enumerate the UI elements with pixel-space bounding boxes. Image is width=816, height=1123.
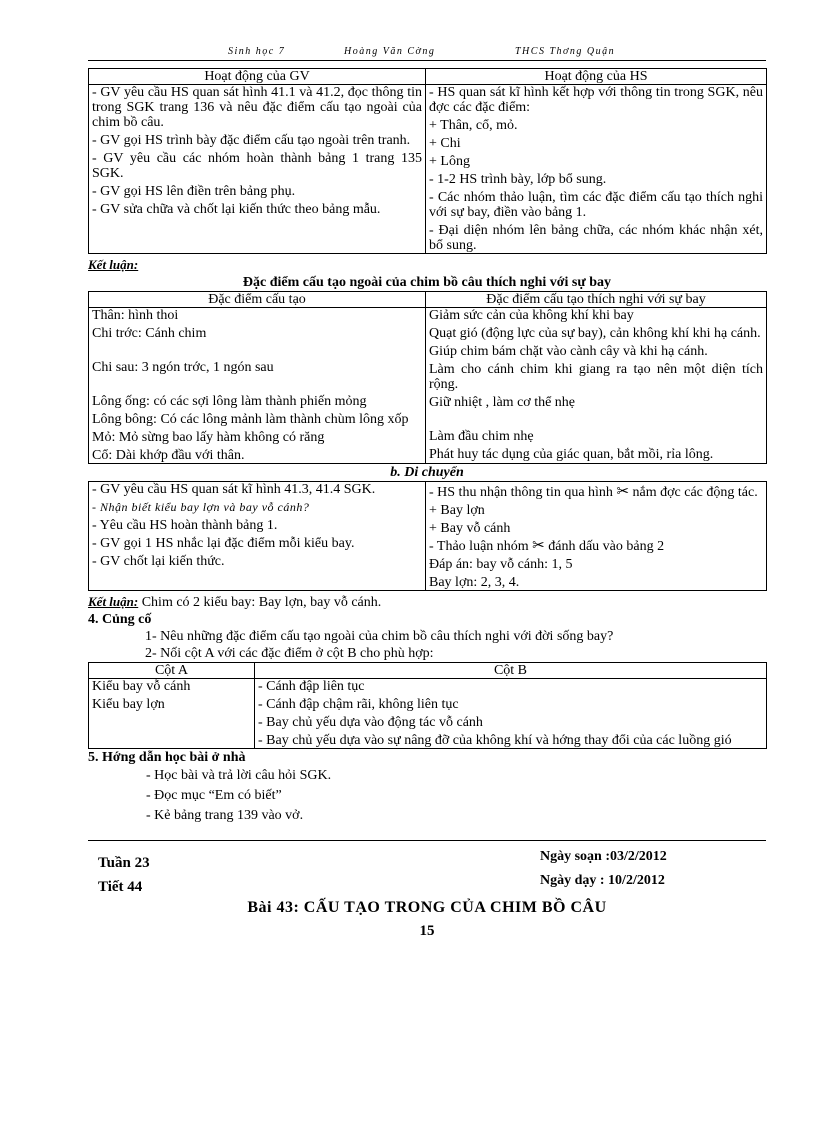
gv-item: - GV yêu cầu HS quan sát kĩ hình 41.3, 41.4 SGK. [92, 482, 376, 497]
header-school: THCS Thơng Quận [515, 46, 616, 57]
adaptation-col-a: Đặc điểm cấu tạo [89, 292, 426, 308]
features-cell [89, 308, 426, 464]
gv-activities [89, 85, 426, 254]
adaptation-item: Giữ nhiệt , làm cơ thể nhẹ [429, 395, 576, 410]
adaptation-table [88, 291, 767, 464]
adaptation-col-b: Đặc điểm cấu tạo thích nghi với sự bay [426, 292, 767, 308]
document-page [88, 46, 766, 939]
gv-item: - GV gọi HS lên điền trên bảng phụ. [92, 184, 296, 199]
period-label: Tiết 44 [98, 879, 143, 895]
hs-discuss-b: đánh dấu vào bảng 2 [548, 539, 665, 554]
adaptations-cell [426, 308, 767, 464]
hs-discuss-a: - Thảo luận nhóm [429, 539, 529, 554]
hs-item: + Lông [429, 154, 470, 169]
hs-item: - HS quan sát kĩ hình kết hợp với thông tin trong SGK, nêu đợc các đặc điểm: [429, 85, 763, 115]
column-a-header: Cột A [89, 663, 255, 679]
hs-line-1b: nắm đợc các động tác. [632, 485, 758, 500]
hs-item: - Các nhóm thảo luận, tìm các đặc điểm cấu tạo thích nghi với sự bay, điền vào bảng 1. [429, 190, 763, 220]
conclusion-1 [88, 257, 766, 274]
gv-item: - GV sửa chữa và chốt lại kiến thức theo bảng mẫu. [92, 202, 381, 217]
feature-item: Mỏ: Mỏ sừng bao lấy hàm không có răng [92, 430, 325, 445]
hs-item: + Bay lợn [429, 503, 485, 518]
column-b-header: Cột B [255, 663, 767, 679]
column-b-cell [255, 679, 767, 749]
hs-answer: Đáp án: bay vỗ cánh: 1, 5 [429, 557, 573, 572]
feature-item: Cổ: Dài khớp đầu với thân. [92, 448, 245, 463]
hs-item [429, 485, 763, 500]
homework-item: - Đọc mục “Em có biết” [146, 788, 282, 803]
hs-item [429, 539, 763, 554]
gv-item: - GV chốt lại kiến thức. [92, 554, 225, 569]
column-b-item: - Bay chủ yếu dựa vào sự nâng đỡ của không khí và hớng thay đổi của các luồng gió [258, 733, 732, 748]
section-5-title: 5. Hớng dẫn học bài ở nhà [88, 750, 246, 765]
gv-item: - GV yêu cầu HS quan sát hình 41.1 và 41.2, đọc thông tin trong SGK trang 136 và nêu đặc điểm cấu tạo ngoài của chim bồ câu. [92, 85, 422, 130]
feature-item: Lông ống: có các sợi lông làm thành phiến mỏng [92, 394, 367, 409]
adaptation-item: Làm cho cánh chim khi giang ra tạo nên một diện tích rộng. [429, 362, 763, 392]
table2-title: Đặc điểm cấu tạo ngoài của chim bồ câu thích nghi với sự bay [242, 275, 612, 290]
section-4-title: 4. Củng cố [88, 612, 152, 627]
adaptation-item: Giúp chim bám chặt vào cành cây và khi hạ cánh. [429, 344, 708, 359]
conclusion-text: Chim có 2 kiểu bay: Bay lợn, bay vỗ cánh. [138, 595, 382, 610]
gv-item: - Yêu cầu HS hoàn thành bảng 1. [92, 518, 278, 533]
homework-item: - Học bài và trả lời câu hỏi SGK. [146, 768, 332, 783]
header-author: Hoàng Văn Cờng [344, 46, 436, 57]
adaptation-item: Quạt gió (động lực của sự bay), cản không khí khi hạ cánh. [429, 326, 761, 341]
prep-date: Ngày soạn :03/2/2012 [540, 849, 667, 864]
column-a-cell [89, 679, 255, 749]
feature-item: Chi trớc: Cánh chim [92, 326, 207, 341]
gv-item: - GV gọi HS trình bày đặc điểm cấu tạo ngoài trên tranh. [92, 133, 411, 148]
gv-item: - GV gọi 1 HS nhắc lại đặc điểm mỗi kiểu bay. [92, 536, 355, 551]
column-a-item: Kiểu bay lợn [92, 697, 165, 712]
page-number: 15 [419, 923, 435, 939]
hs-movement-activities [426, 482, 767, 591]
teach-date: Ngày dạy : 10/2/2012 [540, 873, 665, 888]
header-subject: Sinh học 7 [228, 46, 286, 57]
conclusion-2 [88, 593, 766, 611]
review-question-2: 2- Nối cột A với các đặc điểm ở cột B cho phù hợp: [145, 646, 434, 661]
hs-item: - 1-2 HS trình bày, lớp bổ sung. [429, 172, 607, 187]
gv-movement-activities [89, 482, 426, 591]
activity-table-2 [88, 481, 767, 591]
week-label: Tuần 23 [98, 855, 150, 871]
adaptation-item: Giảm sức cản của không khí khi bay [429, 308, 634, 323]
column-b-item: - Cánh đập chậm rãi, không liên tục [258, 697, 459, 712]
section-b-title: b. Di chuyển [390, 465, 464, 480]
col-gv-header: Hoạt động của GV [89, 69, 426, 85]
column-a-item: Kiểu bay vỗ cánh [92, 679, 191, 694]
lesson-title: Bài 43: CẤU TẠO TRONG CỦA CHIM BỒ CÂU [247, 899, 607, 916]
running-header [88, 46, 766, 61]
conclusion-label: Kết luận: [88, 257, 139, 272]
matching-table [88, 662, 767, 749]
feature-item: Thân: hình thoi [92, 308, 179, 323]
column-b-item: - Bay chủ yếu dựa vào động tác vỗ cánh [258, 715, 483, 730]
hs-item: + Chi [429, 136, 461, 151]
hs-line-1a: - HS thu nhận thông tin qua hình [429, 485, 613, 500]
scissors-icon: ✂ [616, 484, 630, 500]
conclusion-label: Kết luận: [88, 594, 139, 609]
homework-item: - Kẻ bảng trang 139 vào vở. [146, 808, 304, 823]
hs-activities [426, 85, 767, 254]
feature-item: Chi sau: 3 ngón trớc, 1 ngón sau [92, 360, 274, 375]
hs-answer: Bay lợn: 2, 3, 4. [429, 575, 520, 590]
gv-question: - Nhận biết kiểu bay lợn và bay vỗ cánh? [92, 500, 310, 514]
gv-item: - GV yêu cầu các nhóm hoàn thành bảng 1 trang 135 SGK. [92, 151, 422, 181]
adaptation-item: Làm đầu chim nhẹ [429, 429, 534, 444]
next-lesson-block [88, 841, 766, 939]
hs-item: + Thân, cổ, mỏ. [429, 118, 518, 133]
column-b-item: - Cánh đập liên tục [258, 679, 365, 694]
activity-table-1 [88, 68, 767, 254]
review-question-1: 1- Nêu những đặc điểm cấu tạo ngoài của chim bồ câu thích nghi với đời sống bay? [145, 629, 614, 644]
col-hs-header: Hoạt động của HS [426, 69, 767, 85]
adaptation-item: Phát huy tác dụng của giác quan, bắt mồi, rỉa lông. [429, 447, 714, 462]
scissors-icon: ✂ [532, 538, 545, 554]
hs-item: + Bay vỗ cánh [429, 521, 511, 536]
hs-item: - Đại diện nhóm lên bảng chữa, các nhóm khác nhận xét, bổ sung. [429, 223, 763, 253]
feature-item: Lông bông: Có các lông mảnh làm thành chùm lông xốp [92, 412, 409, 427]
